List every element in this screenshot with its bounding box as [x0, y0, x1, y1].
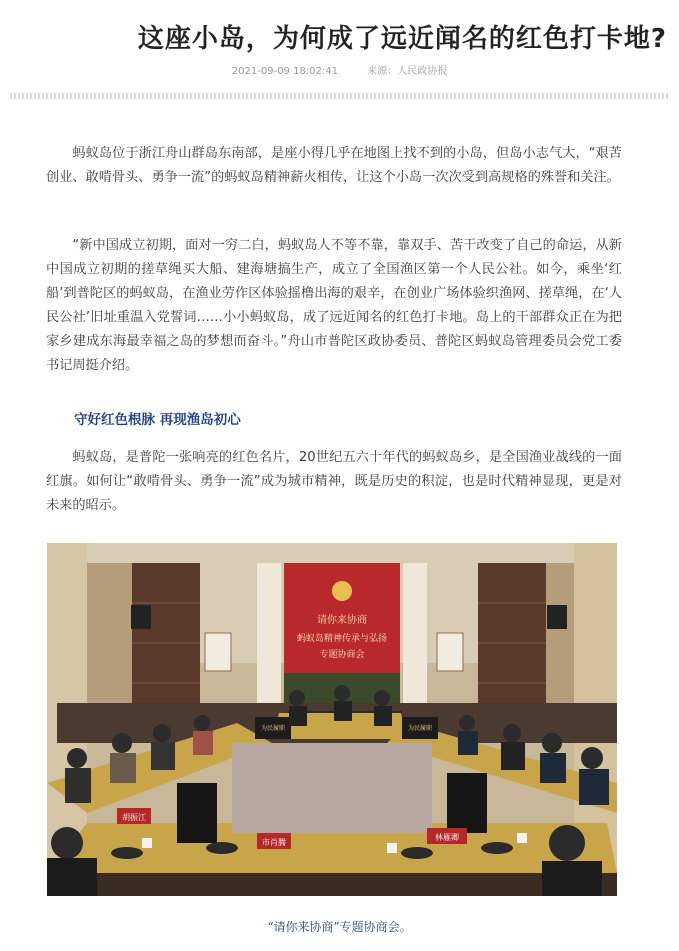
paragraph-red-card: 蚂蚁岛，是普陀一张响亮的红色名片，20世纪五六十年代的蚂蚁岛乡，是全国渔业战线的一面红旗。如何让“敢啃骨头、勇争一流”成为城市精神，既是历史的积淀，也是时代精神显现，更是对未来的昭示。 [46, 450, 622, 513]
title-divider [10, 93, 669, 99]
banner-line-3: 专题协商会 [319, 650, 365, 660]
article-meta [0, 62, 679, 77]
screen-right-text: 为民履职 [407, 725, 433, 732]
paragraph-intro: 蚂蚁岛位于浙江舟山群岛东南部，是座小得几乎在地图上找不到的小岛，但岛小志气大，“艰苦创业、敢啃骨头、勇争一流”的蚂蚁岛精神薪火相传，让这个小岛一次次受到高规格的殊誉和关注。 [46, 146, 622, 185]
screen-left-text: 为民履职 [260, 725, 286, 732]
banner-line-2: 蚂蚁岛精神传承与弘扬 [296, 634, 388, 644]
paragraph-quote: “新中国成立初期，面对一穷二白，蚂蚁岛人不等不靠，靠双手、苦干改变了自己的命运，从新中国成立初期的搓草绳买大船、建海塘搞生产，成立了全国渔区第一个人民公社。如今，乘坐‘红船’到普陀区的蚂蚁岛，在渔业劳作区体验摇橹出海的艰辛，在创业广场体验织渔网、搓草绳，在‘人民公社’旧址重温入党誓词……小小蚂蚁岛，成了远近闻名的红色打卡地。岛上的干部群众正在为把家乡建成东海最幸福之岛的梦想而奋斗。”舟山市普陀区政协委员、普陀区蚂蚁岛管理委员会党工委书记周挺介绍。 [46, 238, 622, 373]
name-card-2-text: 市肖腾 [262, 838, 286, 847]
photo-caption: “请你来协商”专题协商会。 [267, 920, 412, 934]
name-card-3-text: 林雁卿 [435, 833, 459, 842]
publish-date: 2021-09-09 18:02:41 [231, 66, 339, 77]
section-subheading: 守好红色根脉 再现渔岛初心 [74, 412, 241, 428]
name-card-1-text: 胡振江 [122, 813, 146, 822]
article-source: 来源：人民政协报 [367, 66, 448, 77]
meeting-photo [47, 543, 617, 896]
banner-line-1: 请你来协商 [317, 615, 367, 626]
article-title: 这座小岛，为何成了远近闻名的红色打卡地? [137, 24, 667, 54]
